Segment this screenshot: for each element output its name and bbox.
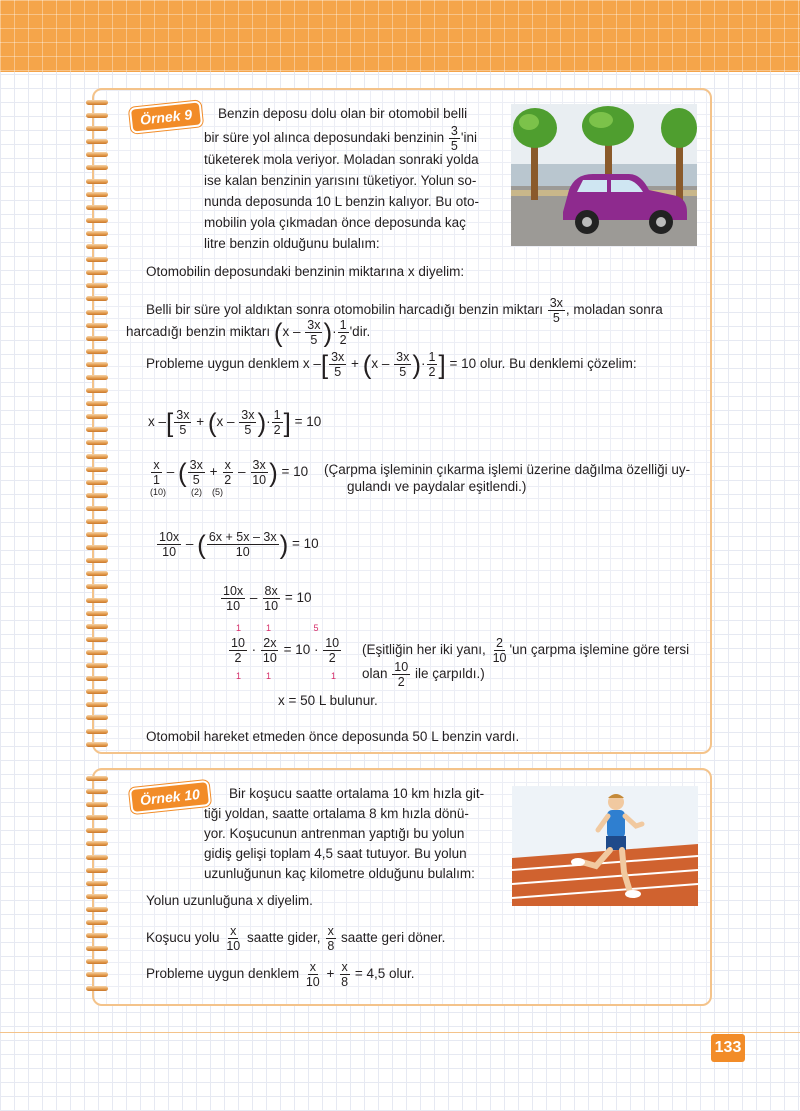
page-number: 133 [711, 1034, 745, 1062]
ex9-note-1b: gulandı ve paydalar eşitlendi.) [347, 479, 527, 494]
spiral-binding-bottom [86, 772, 110, 995]
ex9-eq-step-4: $\frac{10x}{10}$ – $\frac{8x}{10}$ = 10 [223, 584, 312, 613]
ex10-line-5: uzunluğunun kaç kilometre olduğunu bulalım: [204, 866, 475, 881]
ex9-line-7: litre benzin olduğunu bulalım: [204, 236, 380, 251]
ex9-eq-step-2: $\frac{x}{1}$ – ( $\frac{3x}{5}$ + $\frac{x}{2}$ – $\frac{3x}{10}$ ) = 10 [153, 457, 309, 488]
ex9-eq-step-1: x –[ $\frac{3x}{5}$ + (x – $\frac{3x}{5}$ )· $\frac{1}{2}$ ] = 10 [148, 407, 322, 438]
ex10-equation: Probleme uygun denklem $\frac{x}{10}$ + $\frac{x}{8}$ = 4,5 olur. [146, 960, 415, 989]
ex9-note-1a: (Çarpma işleminin çıkarma işlemi üzerine dağılma özelliği uy- [324, 462, 691, 477]
header-band [0, 0, 800, 72]
ex10-step-2: Koşucu yolu $\frac{x}{10}$ saatte gider, $\frac{x}{8}$ saatte geri döner. [146, 924, 446, 953]
ex9-equation-intro: Probleme uygun denklem x –[ $\frac{3x}{5}$ + (x – $\frac{3x}{5}$ )· $\frac{1}{2}$ ] = 10 olur. Bu denklemi çözelim: [146, 349, 637, 380]
ex9-note-2b: olan $\frac{10}{2}$ ile çarpıldı.) [362, 660, 485, 689]
ex9-line-4: ise kalan benzinin yarısını tüketiyor. Yolun so- [204, 173, 477, 188]
car-illustration [511, 104, 697, 246]
ex10-line-2: tiği yoldan, saatte ortalama 8 km hızla dönü- [204, 806, 469, 821]
fraction-3-5: $\frac{3}{5}$ [450, 124, 458, 153]
spiral-binding-top [86, 96, 110, 751]
ex9-line-6: mobilin yola çıkmadan önce deposunda kaç [204, 215, 466, 230]
ex10-line-4: gidiş gelişi toplam 4,5 saat tutuyor. Bu yolun [204, 846, 467, 861]
ex9-conclusion: Otomobil hareket etmeden önce deposunda 50 L benzin vardı. [146, 729, 520, 744]
ex9-cancel-bottom: 1 1 1 [236, 671, 337, 681]
ex10-line-1: Bir koşucu saatte ortalama 10 km hızla git- [229, 786, 485, 801]
ex9-line-3: tüketerek mola veriyor. Moladan sonraki yolda [204, 152, 479, 167]
runner-illustration [512, 786, 698, 906]
ex9-step-2: Belli bir süre yol aldıktan sonra otomobilin harcadığı benzin miktarı $\frac{3x}{5}$ , moladan sonra [146, 296, 663, 325]
ex9-multipliers: (10) (2) (5) [150, 487, 224, 497]
ex9-result: x = 50 L bulunur. [278, 693, 378, 708]
ex10-line-3: yor. Koşucunun antrenman yaptığı bu yolun [204, 826, 465, 841]
footer-divider [0, 1032, 800, 1033]
ex9-setup: Otomobilin deposundaki benzinin miktarına x diyelim: [146, 264, 465, 279]
ex9-line-1: Benzin deposu dolu olan bir otomobil belli [218, 106, 468, 121]
ex9-eq-step-3: $\frac{10x}{10}$ – ( $\frac{6x + 5x - 3x}{10}$ ) = 10 [159, 529, 319, 560]
ex9-eq-step-5: $\frac{10}{2}$ · $\frac{2x}{10}$ = 10 · $\frac{10}{2}$ [231, 636, 340, 665]
ex9-note-2a: (Eşitliğin her iki yanı, $\frac{2}{10}$ 'un çarpma işlemine göre tersi [362, 636, 690, 665]
ex10-setup: Yolun uzunluğuna x diyelim. [146, 893, 313, 908]
ex9-line-2: bir süre yol alınca deposundaki benzinin $\frac{3}{5}$ 'ini [204, 124, 477, 153]
ex9-step-3: harcadığı benzin miktarı (x – $\frac{3x}{5}$ )· $\frac{1}{2}$ 'dir. [126, 317, 371, 348]
ex9-cancel-top: 1 1 5 [236, 623, 319, 633]
example-9-badge: Örnek 9 [129, 100, 203, 133]
example-10-badge: Örnek 10 [129, 780, 211, 814]
ex9-line-5: nunda deposunda 10 L benzin kalıyor. Bu oto- [204, 194, 479, 209]
